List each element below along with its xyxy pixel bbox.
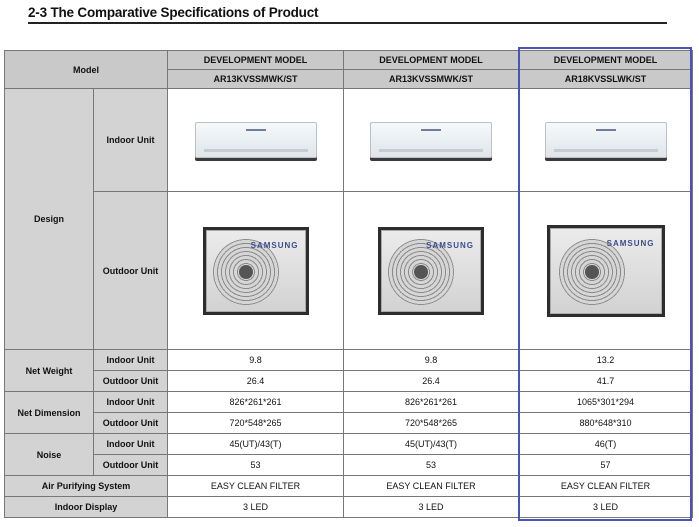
indoor-unit-label: Indoor Unit (94, 350, 168, 371)
spec-value: 26.4 (344, 371, 519, 392)
outdoor-unit-label: Outdoor Unit (94, 413, 168, 434)
indoor-display-label: Indoor Display (5, 497, 168, 518)
design-label: Design (5, 89, 94, 350)
spec-value: 45(UT)/43(T) (344, 434, 519, 455)
spec-value: 1065*301*294 (519, 392, 693, 413)
outdoor-unit-label: Outdoor Unit (94, 192, 168, 350)
spec-value: 57 (519, 455, 693, 476)
heading-rule (28, 22, 667, 24)
model-number: AR18KVSSLWK/ST (519, 70, 693, 89)
outdoor-unit-image-cell (344, 192, 519, 350)
spec-value: 53 (168, 455, 344, 476)
table-row (5, 434, 693, 455)
spec-value: 720*548*265 (344, 413, 519, 434)
outdoor-unit-label: Outdoor Unit (94, 371, 168, 392)
spec-value: 45(UT)/43(T) (168, 434, 344, 455)
spec-value: 3 LED (344, 497, 519, 518)
spec-value: 26.4 (168, 371, 344, 392)
column-title: DEVELOPMENT MODEL (168, 51, 344, 70)
spec-table (4, 50, 693, 518)
indoor-unit-label: Indoor Unit (94, 392, 168, 413)
spec-value: 41.7 (519, 371, 693, 392)
table-row (5, 51, 693, 70)
spec-value: 3 LED (168, 497, 344, 518)
table-row (5, 350, 693, 371)
table-row (5, 476, 693, 497)
spec-value: 46(T) (519, 434, 693, 455)
model-label: Model (5, 51, 168, 89)
indoor-unit-image (545, 122, 667, 158)
net-dimension-label: Net Dimension (5, 392, 94, 434)
outdoor-unit-label: Outdoor Unit (94, 455, 168, 476)
table-row (5, 89, 693, 192)
column-title: DEVELOPMENT MODEL (344, 51, 519, 70)
spec-value: 720*548*265 (168, 413, 344, 434)
air-purifying-label: Air Purifying System (5, 476, 168, 497)
outdoor-unit-image: SAMSUNG (381, 230, 481, 312)
spec-value: EASY CLEAN FILTER (519, 476, 693, 497)
outdoor-unit-image: SAMSUNG (550, 228, 662, 314)
table-row (5, 192, 693, 350)
table-row (5, 497, 693, 518)
section-heading: 2-3 The Comparative Specifications of Product (28, 5, 319, 20)
table-row (5, 455, 693, 476)
spec-value: 826*261*261 (168, 392, 344, 413)
indoor-unit-image-cell (168, 89, 344, 192)
noise-label: Noise (5, 434, 94, 476)
outdoor-unit-image-cell (168, 192, 344, 350)
spec-value: 826*261*261 (344, 392, 519, 413)
indoor-unit-label: Indoor Unit (94, 89, 168, 192)
table-row (5, 413, 693, 434)
indoor-unit-image (195, 122, 317, 158)
spec-value: EASY CLEAN FILTER (168, 476, 344, 497)
spec-value: 9.8 (168, 350, 344, 371)
table-row (5, 371, 693, 392)
spec-value: 53 (344, 455, 519, 476)
indoor-unit-image-cell (519, 89, 693, 192)
column-title: DEVELOPMENT MODEL (519, 51, 693, 70)
outdoor-unit-image-cell (519, 192, 693, 350)
spec-value: 13.2 (519, 350, 693, 371)
indoor-unit-label: Indoor Unit (94, 434, 168, 455)
spec-value: 3 LED (519, 497, 693, 518)
net-weight-label: Net Weight (5, 350, 94, 392)
spec-value: 880*648*310 (519, 413, 693, 434)
outdoor-unit-image: SAMSUNG (206, 230, 306, 312)
indoor-unit-image (370, 122, 492, 158)
model-number: AR13KVSSMWK/ST (168, 70, 344, 89)
table-row (5, 392, 693, 413)
model-number: AR13KVSSMWK/ST (344, 70, 519, 89)
spec-value: EASY CLEAN FILTER (344, 476, 519, 497)
spec-value: 9.8 (344, 350, 519, 371)
indoor-unit-image-cell (344, 89, 519, 192)
